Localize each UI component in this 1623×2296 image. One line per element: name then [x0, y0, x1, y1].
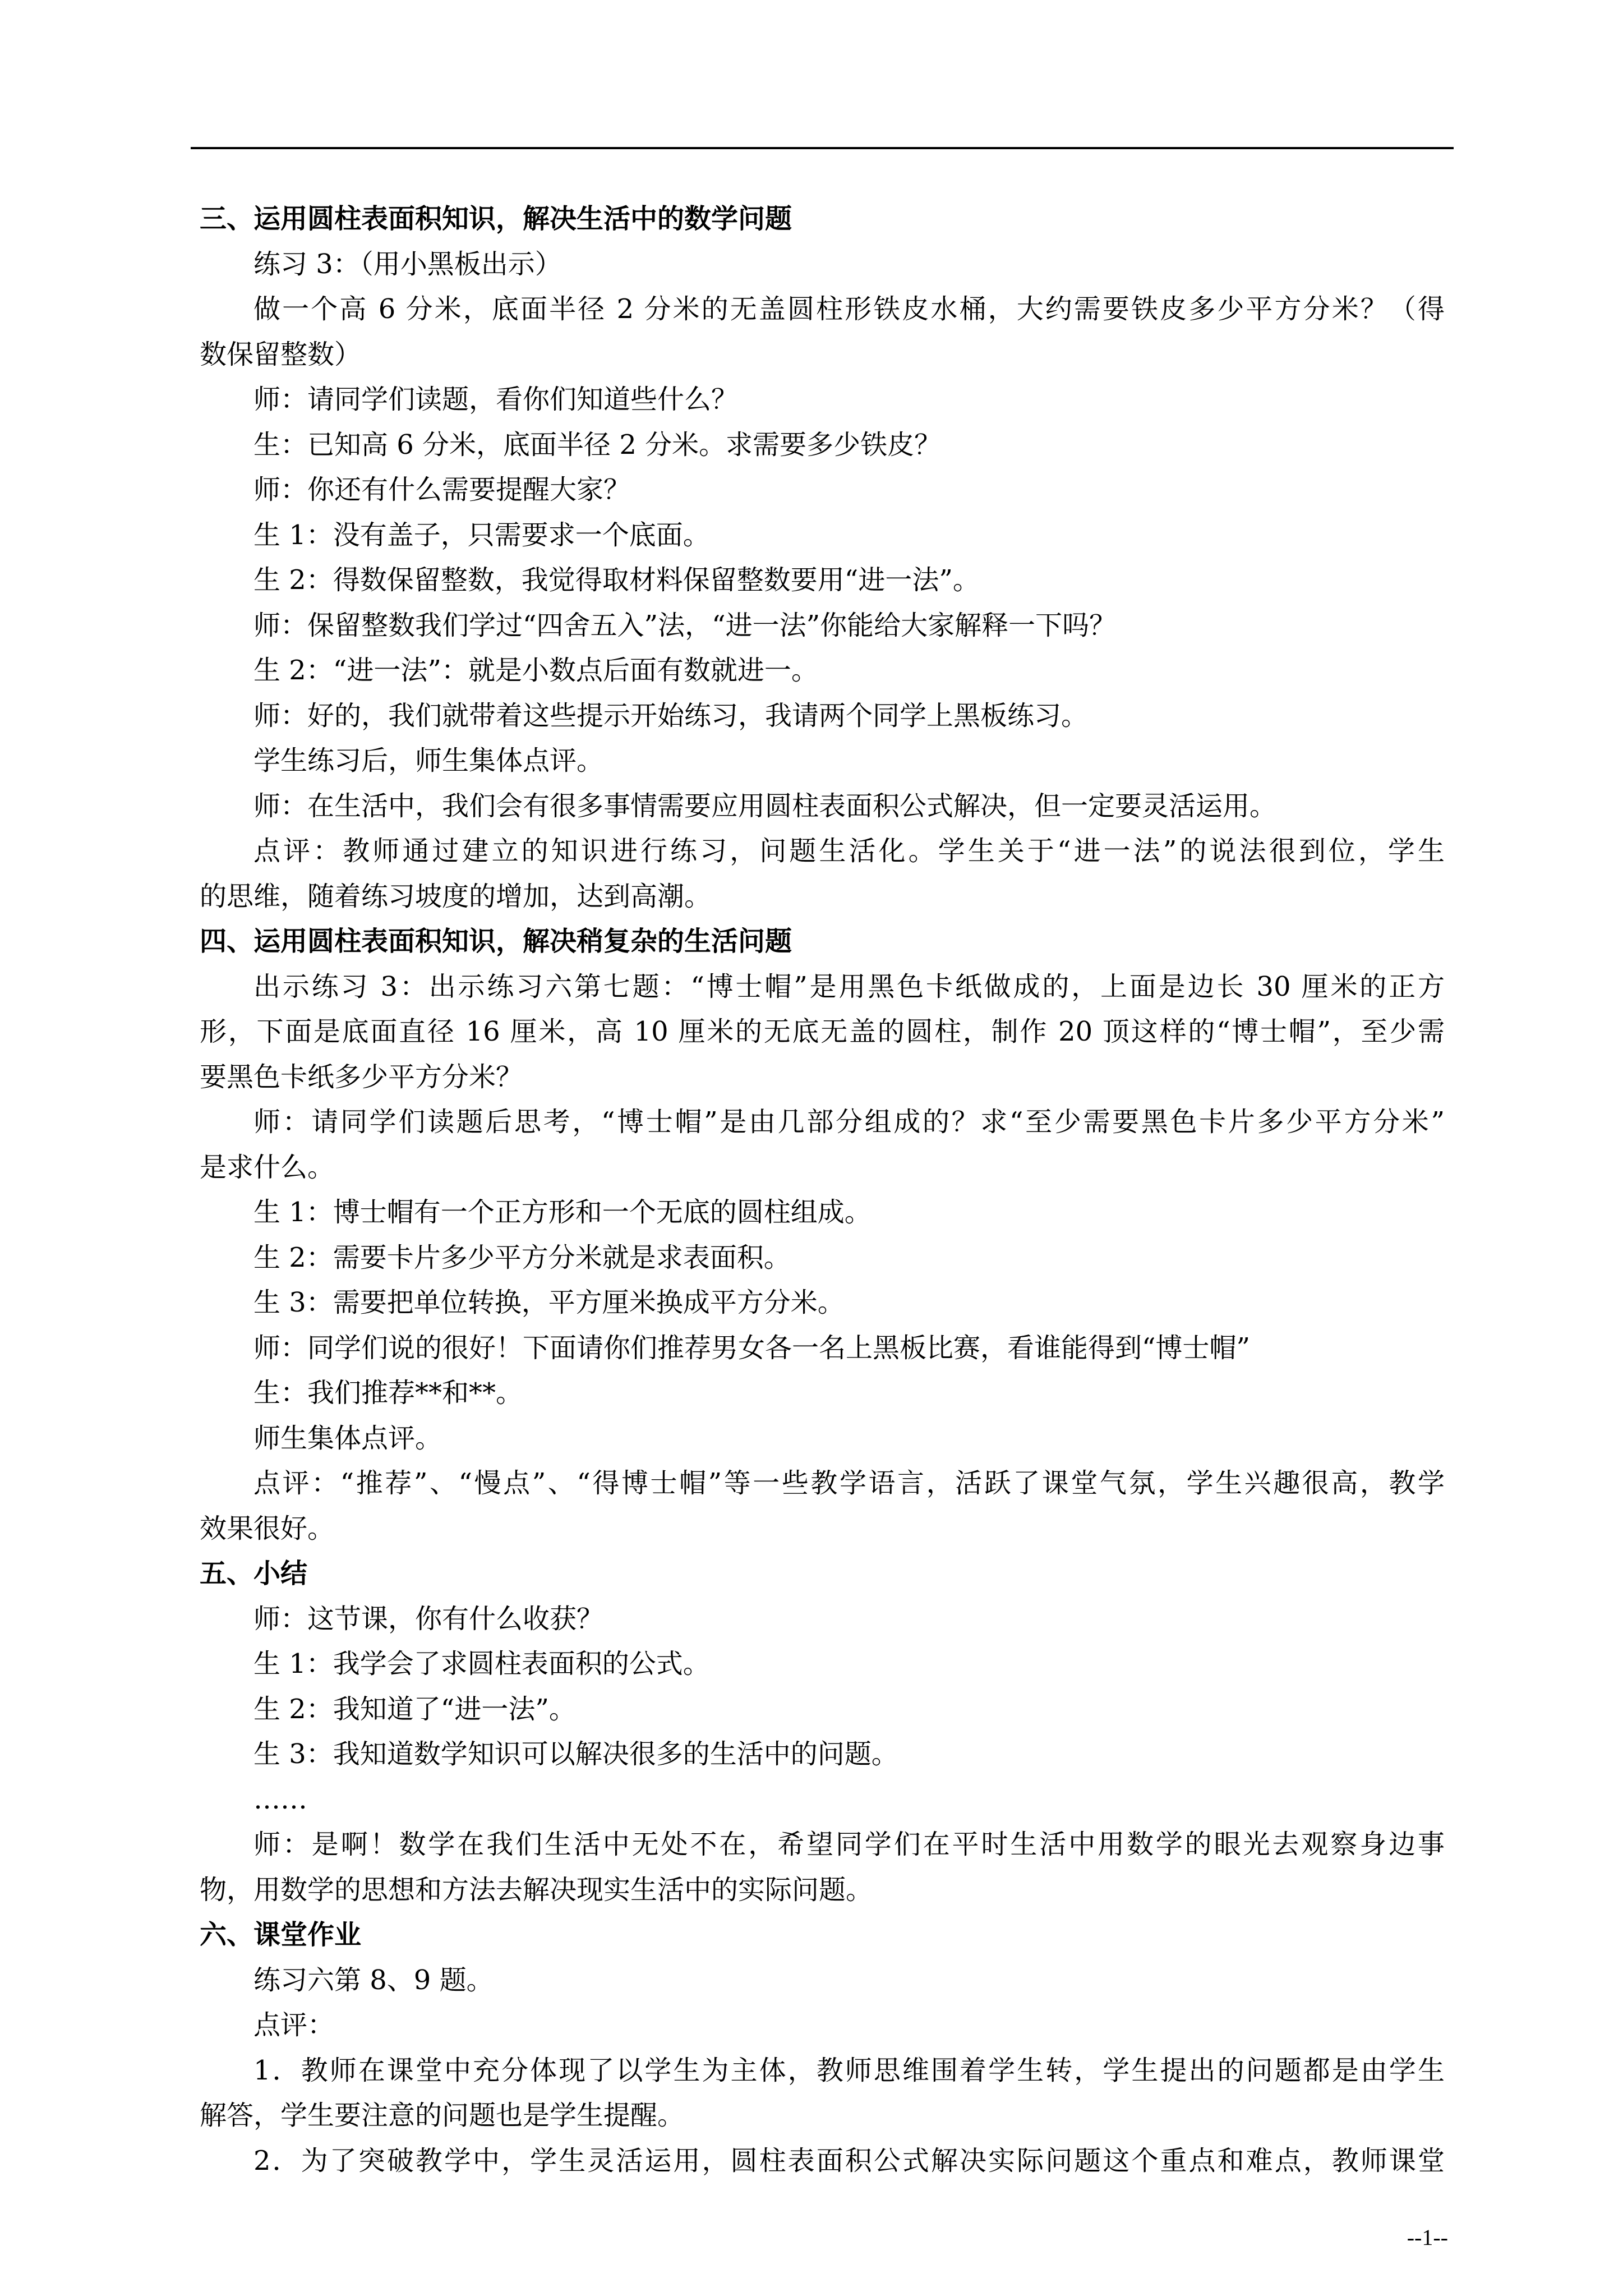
paragraph-line: 生 2：需要卡片多少平方分米就是求表面积。 [253, 1241, 791, 1273]
paragraph-line: 师：请同学们读题后思考，“博士帽”是由几部分组成的？求“至少需要黑色卡片多少平方分米” [253, 1106, 1445, 1138]
page-number: --1-- [1407, 2225, 1448, 2250]
paragraph-line: 生 3：我知道数学知识可以解决很多的生活中的问题。 [253, 1738, 898, 1770]
paragraph-line: 点评：“推荐”、“慢点”、“得博士帽”等一些教学语言，活跃了课堂气氛，学生兴趣很高，教学 [253, 1467, 1445, 1499]
document-body [200, 196, 1445, 2183]
paragraph-line: 师：好的，我们就带着这些提示开始练习，我请两个同学上黑板练习。 [253, 700, 1089, 731]
paragraph-line: 师：保留整数我们学过“四舍五入”法，“进一法”你能给大家解释一下吗？ [253, 609, 1117, 641]
paragraph-line: 生 2：“进一法”：就是小数点后面有数就进一。 [253, 655, 818, 686]
paragraph-line: 形，下面是底面直径 16 厘米，高 10 厘米的无底无盖的圆柱，制作 20 顶这样的“博士帽”，至少需 [200, 1016, 1445, 1047]
paragraph-line: 的思维，随着练习坡度的增加，达到高潮。 [200, 880, 712, 912]
paragraph-line: 师：请同学们读题，看你们知道些什么？ [253, 384, 739, 415]
paragraph-line: 生 1：我学会了求圆柱表面积的公式。 [253, 1648, 710, 1680]
paragraph-line: 生：我们推荐**和**。 [253, 1377, 523, 1409]
paragraph-line: 练习六第 8、9 题。 [253, 1964, 494, 1996]
header-rule [191, 147, 1454, 149]
paragraph-line: 练习 3：（用小黑板出示） [253, 248, 562, 280]
paragraph-line: 1．教师在课堂中充分体现了以学生为主体，教师思维围着学生转，学生提出的问题都是由学生 [253, 2054, 1445, 2086]
section-heading: 三、运用圆柱表面积知识，解决生活中的数学问题 [200, 203, 792, 234]
paragraph-line: 解答，学生要注意的问题也是学生提醒。 [200, 2100, 685, 2131]
paragraph-line: 生 1：没有盖子，只需要求一个底面。 [253, 519, 710, 551]
paragraph-line: 师：是啊！数学在我们生活中无处不在，希望同学们在平时生活中用数学的眼光去观察身边事 [253, 1829, 1445, 1860]
paragraph-line: 数保留整数） [200, 338, 362, 370]
paragraph-line: 做一个高 6 分米，底面半径 2 分米的无盖圆柱形铁皮水桶，大约需要铁皮多少平方分米？（得 [253, 293, 1445, 325]
paragraph-line: 生 2：得数保留整数，我觉得取材料保留整数要用“进一法”。 [253, 564, 980, 596]
paragraph-line: 效果很好。 [200, 1512, 335, 1544]
paragraph-line: 是求什么。 [200, 1151, 335, 1183]
paragraph-line: 2．为了突破教学中，学生灵活运用，圆柱表面积公式解决实际问题这个重点和难点，教师课堂 [253, 2145, 1445, 2177]
paragraph-line: 生 2：我知道了“进一法”。 [253, 1693, 576, 1725]
paragraph-line: 生 3：需要把单位转换，平方厘米换成平方分米。 [253, 1287, 845, 1318]
paragraph-line: 点评：教师通过建立的知识进行练习，问题生活化。学生关于“进一法”的说法很到位，学生 [253, 835, 1445, 867]
paragraph-line: 出示练习 3：出示练习六第七题：“博士帽”是用黑色卡纸做成的，上面是边长 30 厘米的正方 [253, 970, 1445, 1002]
section-heading: 四、运用圆柱表面积知识，解决稍复杂的生活问题 [200, 926, 792, 957]
paragraph-line: 师：在生活中，我们会有很多事情需要应用圆柱表面积公式解决，但一定要灵活运用。 [253, 790, 1277, 822]
paragraph-line: 师：你还有什么需要提醒大家？ [253, 474, 631, 505]
paragraph-line: 学生练习后，师生集体点评。 [253, 745, 604, 776]
paragraph-line: …… [253, 1783, 307, 1815]
paragraph-line: 物，用数学的思想和方法去解决现实生活中的实际问题。 [200, 1874, 873, 1906]
paragraph-line: 点评： [253, 2009, 335, 2041]
paragraph-line: 生 1：博士帽有一个正方形和一个无底的圆柱组成。 [253, 1197, 872, 1228]
paragraph-line: 师生集体点评。 [253, 1422, 442, 1454]
paragraph-line: 师：同学们说的很好！下面请你们推荐男女各一名上黑板比赛，看谁能得到“博士帽” [253, 1332, 1251, 1364]
paragraph-line: 生：已知高 6 分米，底面半径 2 分米。求需要多少铁皮？ [253, 429, 942, 461]
section-heading: 五、小结 [200, 1558, 308, 1589]
section-heading: 六、课堂作业 [200, 1919, 362, 1950]
paragraph-line: 师：这节课，你有什么收获？ [253, 1603, 604, 1635]
paragraph-line: 要黑色卡纸多少平方分米？ [200, 1061, 523, 1093]
